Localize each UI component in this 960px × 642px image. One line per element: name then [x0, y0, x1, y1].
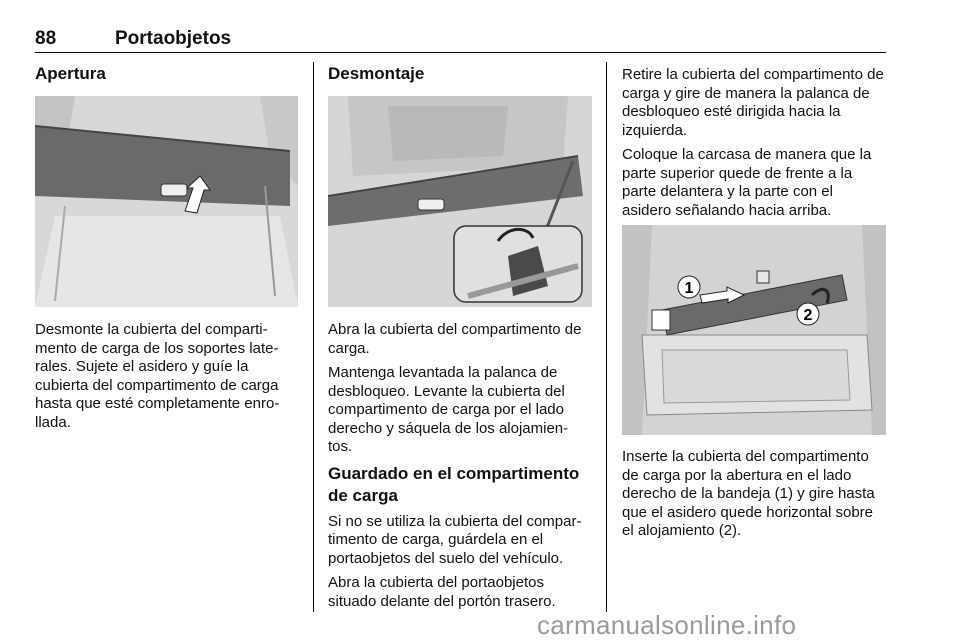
- column-desmontaje: [328, 62, 592, 86]
- page-number: 88: [35, 28, 57, 49]
- callout-label-1: 1: [684, 280, 694, 297]
- paragraph: Desmonte la cubierta del comparti-mento de carga de los soportes late-rales. Sujete el asidero y guíe la cubierta del compartimento de carga hasta que esté completamente enro-llada.: [35, 321, 280, 431]
- figure-cargo-cover-removal: [328, 96, 592, 307]
- watermark: carmanualsonline.info: [537, 610, 797, 640]
- column3-text-bottom: [622, 448, 886, 547]
- paragraph: Mantenga levantada la palanca de desbloqueo. Levante la cubierta del compartimento de carga por el lado derecho y sáquela de los alojamien-tos.: [328, 364, 569, 455]
- figure-cover-storage: [622, 225, 886, 435]
- paragraph: Si no se utiliza la cubierta del compar-timento de carga, guárdela en el portaobjetos del suelo del vehículo.: [328, 512, 582, 567]
- page-header: [35, 26, 886, 53]
- column-apertura: [35, 62, 298, 86]
- column-divider: [313, 62, 314, 612]
- paragraph: Abra la cubierta del compartimento de carga.: [328, 321, 582, 357]
- paragraph: Inserte la cubierta del compartimento de carga por la abertura en el lado derecho de la bandeja (1) y gire hasta que el asidero quede horizontal sobre el alojamiento (2).: [622, 448, 875, 539]
- heading-apertura: Apertura: [35, 64, 106, 83]
- column2-text: [328, 321, 592, 617]
- column-divider: [606, 62, 607, 612]
- paragraph: Coloque la carcasa de manera que la parte superior quede de frente a la parte delantera y la parte con el asidero señalando hacia arriba.: [622, 146, 872, 219]
- paragraph: Abra la cubierta del portaobjetos situado delante del portón trasero.: [328, 574, 556, 610]
- column3-text-top: [622, 66, 886, 226]
- paragraph: Retire la cubierta del compartimento de carga y gire de manera la palanca de desbloqueo esté dirigida hacia la izquierda.: [622, 66, 884, 139]
- column1-text: [35, 321, 298, 438]
- section-title: Portaobjetos: [115, 28, 232, 49]
- subheading-guardado: Guardado en el compartimento de carga: [328, 463, 580, 505]
- figure-cargo-cover-opening: [35, 96, 298, 307]
- heading-desmontaje: Desmontaje: [328, 64, 425, 83]
- callout-label-2: 2: [803, 307, 813, 324]
